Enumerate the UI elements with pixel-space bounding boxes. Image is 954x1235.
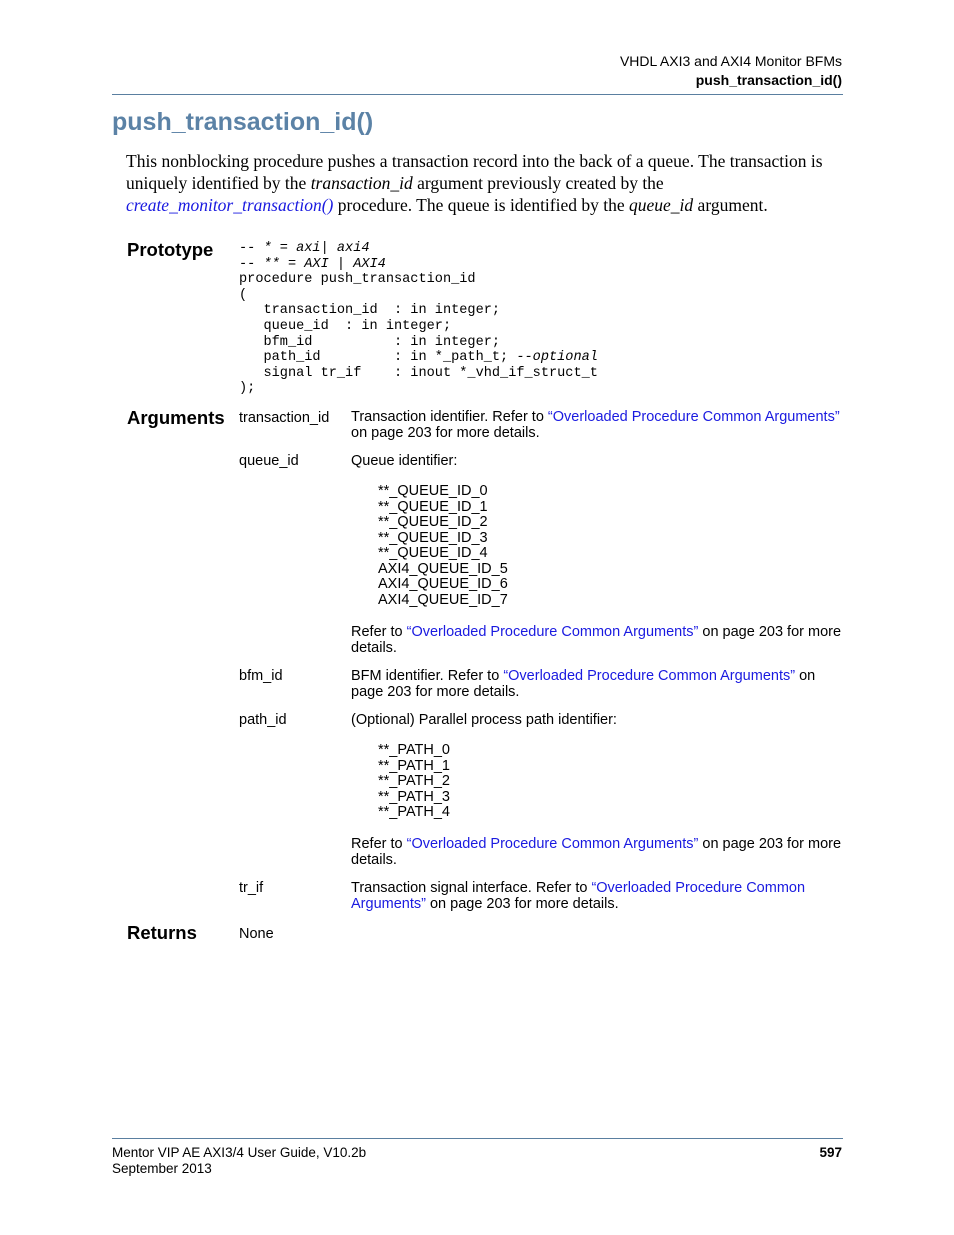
- overloaded-args-link[interactable]: “Overloaded Procedure Common Arguments”: [406, 624, 699, 640]
- path-id-value: **_PATH_0: [378, 742, 450, 758]
- arg-desc-queue-id: Queue identifier:: [351, 453, 458, 469]
- intro-paragraph: This nonblocking procedure pushes a transaction record into the back of a queue. The transaction is uniquely identified by the transaction_id argument previously created by the create_monitor_transaction() procedure. The queue is identified by the queue_id argument.: [126, 151, 823, 215]
- queue-id-value: AXI4_QUEUE_ID_5: [378, 560, 508, 577]
- prototype-code: -- * = axi| axi4 -- ** = AXI | AXI4 procedure push_transaction_id ( transaction_id : in integer; queue_id : in integer; bfm_id : in integer; path_id : in *_path_t; --optional signal tr_if : inout *_vhd_if_struct_t );: [239, 241, 598, 397]
- queue-id-value: **_QUEUE_ID_2: [378, 514, 488, 530]
- queue-id-term: queue_id: [629, 195, 694, 215]
- queue-id-value: **_QUEUE_ID_4: [378, 545, 488, 561]
- overloaded-args-link[interactable]: “Overloaded Procedure Common Arguments”: [503, 668, 796, 684]
- arg-name-path-id: path_id: [239, 712, 287, 728]
- create-monitor-transaction-link[interactable]: create_monitor_transaction(): [126, 195, 334, 215]
- arg-desc-tr-if: Transaction signal interface. Refer to “Overloaded Procedure Common Arguments” on page 203 for more details.: [351, 880, 806, 912]
- path-id-value: **_PATH_4: [378, 804, 450, 820]
- path-id-value: **_PATH_1: [378, 757, 450, 774]
- queue-id-value: AXI4_QUEUE_ID_6: [378, 576, 508, 592]
- arg-name-transaction-id: transaction_id: [239, 410, 330, 426]
- footer-date: September 2013: [112, 1161, 212, 1176]
- page-number: 597: [819, 1145, 842, 1160]
- arg-name-queue-id: queue_id: [239, 453, 299, 469]
- overloaded-args-link[interactable]: “Overloaded Procedure Common Arguments”: [351, 880, 806, 912]
- overloaded-args-link[interactable]: “Overloaded Procedure Common Arguments”: [406, 836, 699, 852]
- path-id-value: **_PATH_2: [378, 773, 450, 789]
- transaction-id-term: transaction_id: [310, 173, 413, 193]
- returns-heading: Returns: [127, 922, 197, 943]
- queue-id-value: **_QUEUE_ID_0: [378, 483, 488, 499]
- returns-value: None: [239, 926, 274, 942]
- arg-desc-bfm-id: BFM identifier. Refer to “Overloaded Procedure Common Arguments” on page 203 for more details.: [351, 668, 816, 700]
- overloaded-args-link[interactable]: “Overloaded Procedure Common Arguments”: [547, 409, 840, 425]
- path-id-refer: Refer to “Overloaded Procedure Common Arguments” on page 203 for more details.: [351, 836, 842, 868]
- arguments-heading: Arguments: [127, 407, 225, 428]
- queue-id-value: **_QUEUE_ID_1: [378, 498, 488, 515]
- queue-id-values: [378, 484, 508, 608]
- arg-name-bfm-id: bfm_id: [239, 668, 283, 684]
- path-id-value: **_PATH_3: [378, 788, 450, 805]
- page-title: push_transaction_id(): [112, 108, 374, 136]
- queue-id-refer: Refer to “Overloaded Procedure Common Arguments” on page 203 for more details.: [351, 624, 842, 656]
- header-rule: [112, 94, 843, 95]
- arg-desc-path-id: (Optional) Parallel process path identifier:: [351, 712, 617, 728]
- arg-desc-transaction-id: Transaction identifier. Refer to “Overloaded Procedure Common Arguments” on page 203 for more details.: [351, 409, 840, 441]
- footer-guide: Mentor VIP AE AXI3/4 User Guide, V10.2b: [112, 1145, 367, 1160]
- running-header-section: push_transaction_id(): [695, 72, 842, 88]
- path-id-values: [378, 743, 450, 821]
- running-header-chapter: VHDL AXI3 and AXI4 Monitor BFMs: [619, 53, 842, 69]
- footer-rule: [112, 1138, 843, 1139]
- queue-id-value: AXI4_QUEUE_ID_7: [378, 591, 508, 608]
- arg-name-tr-if: tr_if: [239, 880, 264, 896]
- prototype-heading: Prototype: [127, 239, 214, 260]
- queue-id-value: **_QUEUE_ID_3: [378, 529, 488, 546]
